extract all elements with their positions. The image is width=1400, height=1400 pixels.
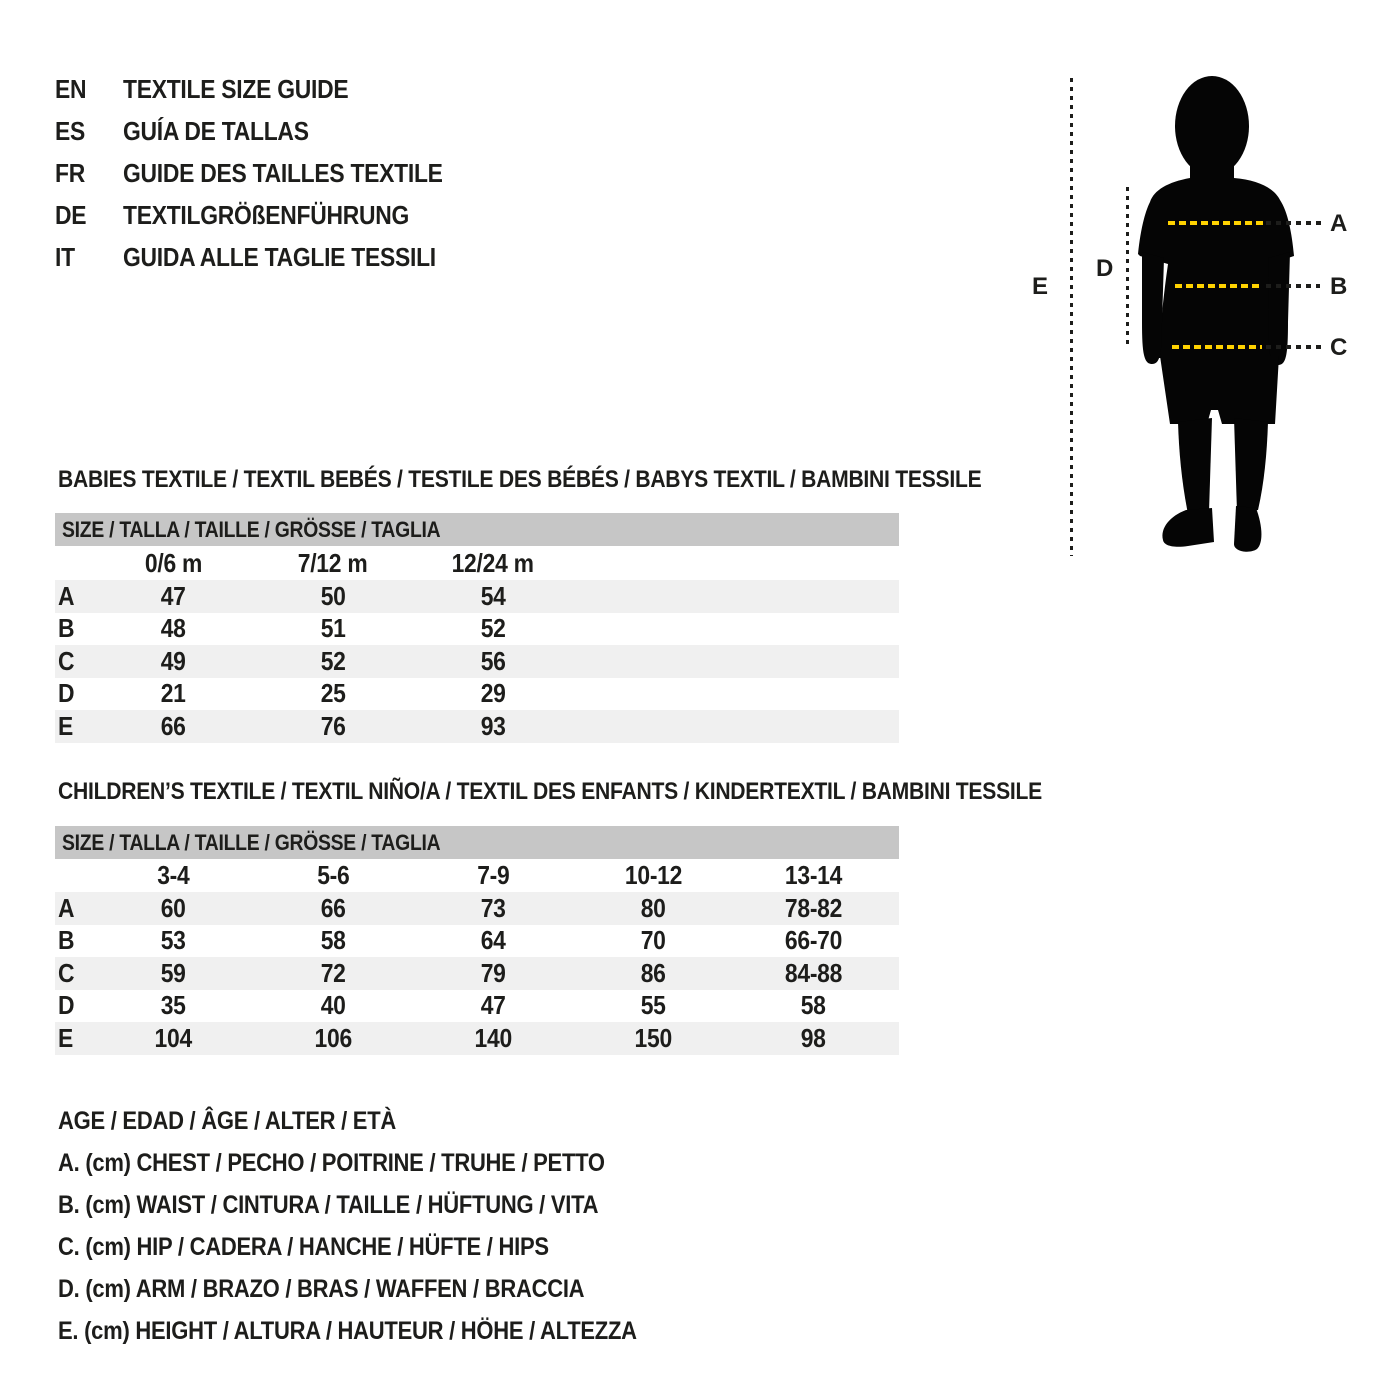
row-label xyxy=(55,925,93,956)
legend-text: E. (cm) HEIGHT / ALTURA / HAUTEUR / HÖHE / ALTEZZA xyxy=(58,1316,637,1345)
cell-value xyxy=(413,613,573,644)
column-header xyxy=(253,860,413,891)
children-section-title xyxy=(58,778,1176,806)
cell-value xyxy=(253,581,413,612)
arm-measure-line-d xyxy=(1126,187,1129,344)
size-header-text: SIZE / TALLA / TAILLE / GRÖSSE / TAGLIA xyxy=(62,829,441,855)
silhouette-right-leg xyxy=(1234,418,1268,512)
cell-value xyxy=(573,925,733,956)
table-row xyxy=(55,613,899,646)
row-label-text: D xyxy=(58,678,75,709)
language-row xyxy=(55,68,675,110)
cell-value xyxy=(413,958,573,989)
silhouette-right-shoe xyxy=(1234,506,1261,552)
waist-line-yellow-b xyxy=(1175,284,1259,288)
row-label xyxy=(55,1023,93,1054)
hip-line-dark-c xyxy=(1266,345,1322,349)
cell-value xyxy=(413,646,573,677)
language-label: GUÍA DE TALLAS xyxy=(123,115,309,146)
cell-value xyxy=(733,990,893,1021)
cell-value xyxy=(733,958,893,989)
column-header xyxy=(253,548,413,579)
cell-value-text: 140 xyxy=(474,1022,512,1053)
chest-line-yellow-a xyxy=(1168,221,1264,225)
table-row xyxy=(55,580,899,613)
language-row xyxy=(55,152,675,194)
cell-value-text: 54 xyxy=(480,580,506,611)
language-code xyxy=(55,116,123,147)
cell-value-text: 80 xyxy=(640,892,666,923)
measure-label-d: D xyxy=(1096,255,1114,282)
cell-value-text: 72 xyxy=(320,957,346,988)
language-row xyxy=(55,110,675,152)
row-label xyxy=(55,646,93,677)
column-header-text: 10-12 xyxy=(624,860,682,890)
row-label xyxy=(55,711,93,742)
cell-value-text: 60 xyxy=(160,892,186,923)
cell-value xyxy=(93,1023,253,1054)
cell-value xyxy=(253,1023,413,1054)
cell-value xyxy=(93,678,253,709)
cell-value-text: 78-82 xyxy=(784,892,842,923)
language-label: TEXTILGRÖßENFÜHRUNG xyxy=(123,199,410,230)
cell-value xyxy=(733,893,893,924)
cell-value-text: 104 xyxy=(154,1022,192,1053)
cell-value-text: 59 xyxy=(160,957,186,988)
column-header-text: 5-6 xyxy=(316,860,350,890)
waist-line-dark-b xyxy=(1266,284,1320,288)
cell-value xyxy=(573,990,733,1021)
hip-line-yellow-c xyxy=(1172,345,1262,349)
cell-value xyxy=(93,925,253,956)
cell-value xyxy=(413,1023,573,1054)
row-label-text: E xyxy=(58,710,74,741)
legend-line-arm xyxy=(58,1268,716,1310)
cell-value-text: 76 xyxy=(320,710,346,741)
cell-value xyxy=(93,893,253,924)
cell-value xyxy=(253,990,413,1021)
column-header xyxy=(573,860,733,891)
table-row xyxy=(55,957,899,990)
column-header-row xyxy=(55,546,899,580)
cell-value-text: 50 xyxy=(320,580,346,611)
column-header-text: 13-14 xyxy=(784,860,842,890)
legend-line-hip xyxy=(58,1226,716,1268)
column-header-text: 7-9 xyxy=(476,860,510,890)
cell-value xyxy=(413,990,573,1021)
cell-value-text: 64 xyxy=(480,925,506,956)
cell-value-text: 93 xyxy=(480,710,506,741)
language-code xyxy=(55,158,123,189)
cell-value-text: 66 xyxy=(320,892,346,923)
language-code xyxy=(55,242,123,273)
row-label-text: A xyxy=(58,892,75,923)
row-label-text: C xyxy=(58,645,75,676)
row-label-text: B xyxy=(58,925,75,956)
column-header xyxy=(413,548,573,579)
language-code xyxy=(55,200,123,231)
cell-value-text: 21 xyxy=(160,678,186,709)
row-label-text: D xyxy=(58,990,75,1021)
cell-value xyxy=(93,711,253,742)
cell-value xyxy=(253,613,413,644)
size-header-band xyxy=(55,513,899,546)
column-header-text: 7/12 m xyxy=(298,547,368,578)
table-row xyxy=(55,678,899,711)
measurement-legend xyxy=(58,1100,716,1352)
cell-value xyxy=(93,958,253,989)
cell-value-text: 66-70 xyxy=(784,925,842,956)
cell-value-text: 47 xyxy=(160,580,186,611)
silhouette-left-leg xyxy=(1178,418,1212,514)
cell-value-text: 58 xyxy=(320,925,346,956)
language-code xyxy=(55,74,123,105)
silhouette-left-shoe xyxy=(1162,508,1214,547)
children-section-title-text: CHILDREN’S TEXTILE / TEXTIL NIÑO/A / TEXTIL DES ENFANTS / KINDERTEXTIL / BAMBINI TESSILE xyxy=(58,778,1042,805)
row-label xyxy=(55,613,93,644)
cell-value xyxy=(733,925,893,956)
cell-value xyxy=(93,990,253,1021)
measure-label-b: B xyxy=(1330,273,1348,300)
cell-value-text: 55 xyxy=(640,990,666,1021)
table-row xyxy=(55,925,899,958)
cell-value xyxy=(413,581,573,612)
language-row xyxy=(55,194,675,236)
language-label: GUIDA ALLE TAGLIE TESSILI xyxy=(123,241,436,272)
table-row xyxy=(55,892,899,925)
cell-value-text: 150 xyxy=(634,1022,672,1053)
language-list xyxy=(55,68,675,278)
cell-value xyxy=(93,581,253,612)
table-row xyxy=(55,710,899,743)
cell-value xyxy=(253,646,413,677)
row-label-text: B xyxy=(58,613,75,644)
legend-text: D. (cm) ARM / BRAZO / BRAS / WAFFEN / BRACCIA xyxy=(58,1274,585,1303)
column-header xyxy=(733,860,893,891)
legend-text: C. (cm) HIP / CADERA / HANCHE / HÜFTE / HIPS xyxy=(58,1232,549,1261)
cell-value-text: 29 xyxy=(480,678,506,709)
language-code-text: IT xyxy=(55,241,75,272)
legend-text: AGE / EDAD / ÂGE / ALTER / ETÀ xyxy=(58,1106,397,1135)
row-label xyxy=(55,678,93,709)
cell-value xyxy=(93,646,253,677)
row-label-text: E xyxy=(58,1022,74,1053)
size-table-children xyxy=(55,826,899,1055)
column-header-text: 3-4 xyxy=(156,860,190,890)
cell-value-text: 56 xyxy=(480,645,506,676)
column-header-text: 0/6 m xyxy=(144,547,202,578)
cell-value xyxy=(253,958,413,989)
cell-value-text: 53 xyxy=(160,925,186,956)
language-code-text: FR xyxy=(55,157,85,188)
cell-value xyxy=(413,678,573,709)
row-label-text: A xyxy=(58,580,75,611)
size-table-babies xyxy=(55,513,899,743)
silhouette-left-arm xyxy=(1142,252,1164,364)
cell-value-text: 58 xyxy=(800,990,826,1021)
chest-line-dark-a xyxy=(1266,221,1322,225)
cell-value-text: 98 xyxy=(800,1022,826,1053)
cell-value xyxy=(413,925,573,956)
cell-value-text: 52 xyxy=(480,613,506,644)
cell-value-text: 86 xyxy=(640,957,666,988)
legend-text: A. (cm) CHEST / PECHO / POITRINE / TRUHE / PETTO xyxy=(58,1148,605,1177)
row-label xyxy=(55,893,93,924)
legend-line-waist xyxy=(58,1184,716,1226)
cell-value xyxy=(573,958,733,989)
cell-value xyxy=(573,893,733,924)
cell-value-text: 51 xyxy=(320,613,346,644)
cell-value-text: 52 xyxy=(320,645,346,676)
row-label xyxy=(55,990,93,1021)
size-header-band xyxy=(55,826,899,859)
row-label xyxy=(55,581,93,612)
legend-line-chest xyxy=(58,1142,716,1184)
measure-label-e: E xyxy=(1032,273,1049,300)
cell-value-text: 70 xyxy=(640,925,666,956)
cell-value xyxy=(253,893,413,924)
size-header-text: SIZE / TALLA / TAILLE / GRÖSSE / TAGLIA xyxy=(62,516,441,542)
cell-value xyxy=(413,711,573,742)
cell-value xyxy=(253,711,413,742)
table-row xyxy=(55,990,899,1023)
cell-value-text: 47 xyxy=(480,990,506,1021)
silhouette-shorts xyxy=(1160,356,1279,424)
column-header xyxy=(93,548,253,579)
legend-text: B. (cm) WAIST / CINTURA / TAILLE / HÜFTUNG / VITA xyxy=(58,1190,599,1219)
column-header-text: 12/24 m xyxy=(451,547,535,578)
row-label-text: C xyxy=(58,957,75,988)
cell-value-text: 66 xyxy=(160,710,186,741)
cell-value xyxy=(253,678,413,709)
column-header xyxy=(413,860,573,891)
row-label xyxy=(55,958,93,989)
cell-value-text: 49 xyxy=(160,645,186,676)
silhouette-head xyxy=(1175,76,1249,176)
cell-value xyxy=(733,1023,893,1054)
cell-value xyxy=(413,893,573,924)
language-label: GUIDE DES TAILLES TEXTILE xyxy=(123,157,443,188)
babies-section-title-text: BABIES TEXTILE / TEXTIL BEBÉS / TESTILE DES BÉBÉS / BABYS TEXTIL / BAMBINI TESSILE xyxy=(58,466,982,493)
cell-value-text: 84-88 xyxy=(784,957,842,988)
legend-line-height xyxy=(58,1310,716,1352)
language-label: TEXTILE SIZE GUIDE xyxy=(123,73,349,104)
cell-value xyxy=(253,925,413,956)
table-row xyxy=(55,1022,899,1055)
cell-value xyxy=(573,1023,733,1054)
cell-value-text: 35 xyxy=(160,990,186,1021)
column-header xyxy=(93,860,253,891)
language-row xyxy=(55,236,675,278)
legend-line-age xyxy=(58,1100,716,1142)
measure-label-c: C xyxy=(1330,334,1348,361)
language-code-text: EN xyxy=(55,73,87,104)
language-code-text: DE xyxy=(55,199,87,230)
column-header-row xyxy=(55,859,899,892)
cell-value-text: 79 xyxy=(480,957,506,988)
measure-label-a: A xyxy=(1330,210,1348,237)
child-silhouette xyxy=(1130,72,1300,562)
language-code-text: ES xyxy=(55,115,86,146)
cell-value-text: 40 xyxy=(320,990,346,1021)
cell-value xyxy=(93,613,253,644)
table-row xyxy=(55,645,899,678)
babies-section-title xyxy=(58,466,1107,494)
cell-value-text: 48 xyxy=(160,613,186,644)
cell-value-text: 106 xyxy=(314,1022,352,1053)
cell-value-text: 73 xyxy=(480,892,506,923)
cell-value-text: 25 xyxy=(320,678,346,709)
